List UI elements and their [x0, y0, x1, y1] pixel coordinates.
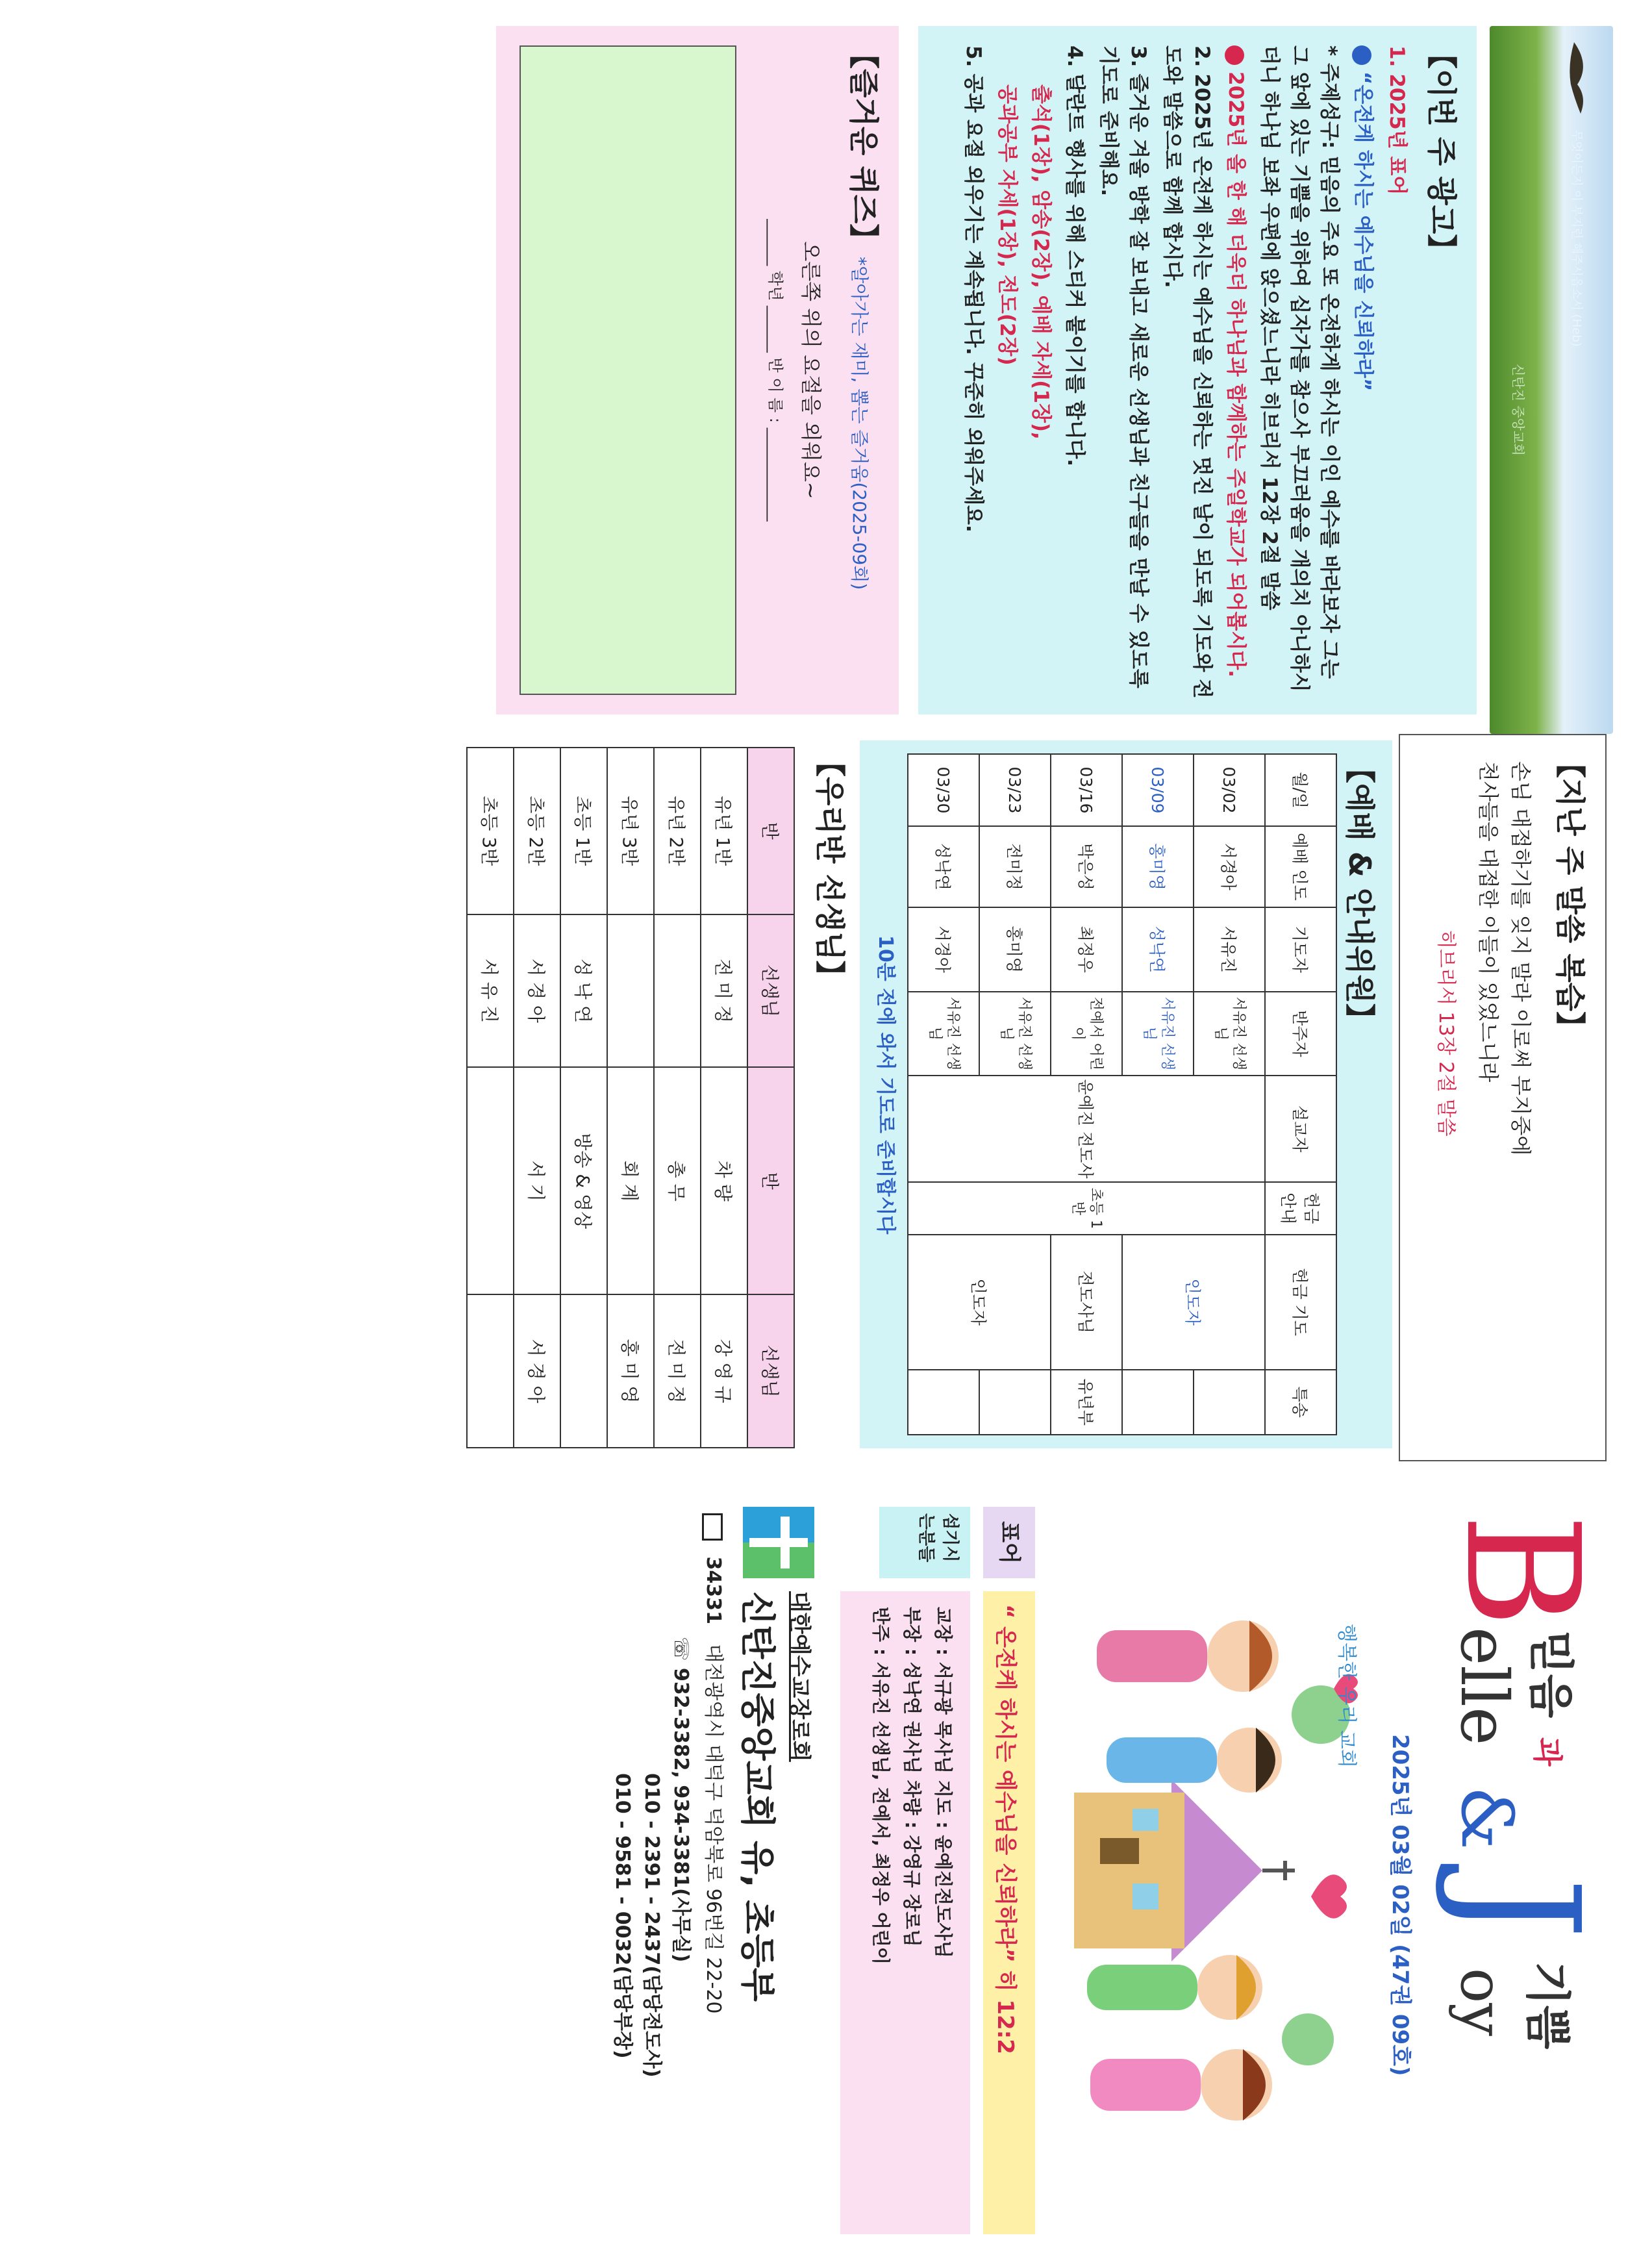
quiz-answer-box[interactable]	[519, 45, 736, 695]
preacher: 윤예진 전도사	[908, 1076, 1265, 1182]
leader: 홍미영	[1122, 826, 1194, 907]
item-text: 출석(1장), 암송(2장), 예배 자세(1장),	[1029, 84, 1053, 440]
teachers-table	[466, 747, 795, 1448]
col-date: 월/일	[1265, 754, 1336, 826]
class: 유년 1반	[701, 748, 747, 914]
logo-kr-2: 과	[1530, 1737, 1565, 1767]
address-line	[701, 1513, 730, 2014]
teacher	[654, 914, 701, 1068]
announcement-item	[1382, 45, 1412, 701]
special-1	[1194, 1370, 1265, 1435]
special-5	[908, 1370, 979, 1435]
announcement-item	[1094, 45, 1153, 701]
motto-text: “ 온전케 하시는 예수님을 신뢰하라” 히 12:2	[992, 1604, 1018, 2054]
teacher	[560, 1294, 607, 1448]
table-row	[467, 748, 514, 1448]
announcement-item	[1348, 45, 1378, 701]
announcement-item	[958, 45, 988, 701]
servers-box	[840, 1591, 970, 2234]
item-number: 1.	[1385, 45, 1408, 68]
logo-kr-1: 믿음	[1524, 1630, 1577, 1719]
announcements-title: 【이번 주 광고】	[1424, 39, 1459, 264]
server-line: 부장 : 성낙연 권사님 차량 : 강영규 장로님	[901, 1607, 923, 1947]
pianist: 서유진 선생님	[908, 992, 979, 1076]
church-sign-text: 행복한 우리 교회	[1335, 1624, 1358, 1768]
class: 유년 2반	[654, 748, 701, 914]
prayer: 서경아	[908, 907, 979, 992]
banner-image	[1490, 26, 1613, 734]
schedule-panel	[860, 740, 1392, 1448]
teacher: 전 미 정	[701, 914, 747, 1068]
announcement-item	[992, 45, 1022, 701]
logo-title	[1431, 1513, 1613, 2241]
leader: 박은성	[1051, 826, 1122, 907]
item-text: “온전케 하시는 예수님을 신뢰하라”	[1351, 71, 1375, 392]
quiz-title: 【즐거운 퀴즈】	[846, 39, 881, 254]
role	[467, 1067, 514, 1294]
item-text: 달란트 행사를 위해 스티커 붙이기를 합니다.	[1063, 73, 1086, 467]
motto-label	[983, 1507, 1035, 1578]
motto-label-text: 표어	[996, 1521, 1022, 1564]
denomination-logo-icon	[743, 1507, 814, 1578]
item-number: 2.	[1190, 45, 1214, 68]
leader: 서경아	[1194, 826, 1265, 907]
bullet-icon	[1353, 45, 1372, 65]
prayer: 서유진	[1194, 907, 1265, 992]
table-row	[514, 748, 560, 1448]
server-line: 교장 : 서규광 목사님 지도 : 윤예진전도사님	[932, 1607, 954, 1958]
mail-icon	[703, 1513, 723, 1541]
server-line: 반주 : 서유진 선생님, 전예서, 최정우 어린이	[870, 1607, 892, 1965]
schedule-row	[1194, 754, 1265, 1435]
banner-sub: 신탄진 중앙교회	[1510, 364, 1526, 456]
class: 초등 1반	[560, 748, 607, 914]
col-class: 반	[747, 748, 794, 914]
quiz-panel	[496, 26, 899, 714]
col-preacher: 설교자	[1265, 1076, 1336, 1182]
date: 03/30	[908, 754, 979, 826]
col-class-2: 반	[747, 1067, 794, 1294]
announcement-item	[1157, 45, 1217, 701]
offering-prayer-2: 전도사님	[1051, 1235, 1122, 1370]
role: 차 량	[701, 1067, 747, 1294]
teacher: 홍 미 영	[607, 1294, 654, 1448]
role: 방송 & 영상	[560, 1067, 607, 1294]
col-offering-prayer: 헌금 기도	[1265, 1235, 1336, 1370]
schedule-table	[907, 753, 1337, 1435]
logo-kr-3: 기쁨	[1521, 1961, 1574, 2050]
logo-amp: &	[1446, 1786, 1529, 1850]
date: 03/23	[979, 754, 1051, 826]
special-2	[1122, 1370, 1194, 1435]
quiz-subtitle: *알아가는 재미, 뽑는 즐거움(2025-09회)	[849, 257, 870, 590]
teacher: 강 영 규	[701, 1294, 747, 1448]
table-row	[560, 748, 607, 1448]
teacher: 서 유 진	[467, 914, 514, 1068]
class: 초등 3반	[467, 748, 514, 914]
denomination: 대한예수교장로회	[786, 1591, 812, 1762]
announcements-panel	[918, 26, 1477, 714]
item-text: 2025년 온전케 하시는 예수님을 신뢰하는 멋진 날이 되도록 기도와 전도와 말씀으로 함께 합시다.	[1160, 45, 1214, 699]
logo-oy: oy	[1447, 1968, 1516, 2037]
col-pianist: 반주자	[1265, 992, 1336, 1076]
col-leader: 예배 인도	[1265, 826, 1336, 907]
teachers-title: 【우리반 선생님】	[812, 747, 847, 990]
phone-2: 010 - 2391 - 2437(담당전도사)	[640, 1773, 663, 2078]
announcement-item	[1255, 45, 1344, 701]
quiz-prompt: 오른쪽 위의 요절을 외워요~	[799, 241, 823, 499]
col-offering-guide: 헌금 안내	[1265, 1182, 1336, 1235]
item-text: * 주제성구: 믿음의 주요 또 온전하게 하시는 이인 예수를 바라보자 그는 그 앞에 있는 기쁨을 위하여 십자가를 참으사 부끄러움을 개의치 아니하시더니 하나님 보좌 우편에 앉으셨느니라 히브리서 12장 2절 말씀	[1258, 45, 1341, 692]
item-text: 즐거운 겨울 방학 잘 보내고 새로운 선생님과 친구들을 만날 수 있도록 기도로 준비해요.	[1097, 45, 1150, 688]
church-name: 신탄진중앙교회 유, 초등부	[737, 1591, 778, 2002]
phone-3: 010 - 9581 - 0032(담당부장)	[611, 1773, 634, 2059]
role: 회 계	[607, 1067, 654, 1294]
announcement-item	[1060, 45, 1090, 701]
item-number: 5.	[962, 45, 985, 68]
pianist: 전예서 어린이	[1051, 992, 1122, 1076]
table-row	[607, 748, 654, 1448]
col-special: 특송	[1265, 1370, 1336, 1435]
phone-icon: ☏	[670, 1637, 692, 1661]
item-number: 4.	[1063, 45, 1086, 68]
phone-line-1	[669, 1637, 697, 1962]
teacher: 서 경 아	[514, 914, 560, 1068]
motto-bar	[983, 1591, 1035, 2234]
issue-date: 2025년 03월 02일 (47권 09호)	[1387, 1734, 1413, 2076]
kids-church-illustration	[1042, 1585, 1379, 2156]
recap-title: 【지난 주 말씀 복습】	[1553, 748, 1588, 1042]
col-prayer: 기도자	[1265, 907, 1336, 992]
phone-1: 932-3382, 934-3381(사무실)	[670, 1667, 692, 1963]
teacher	[467, 1294, 514, 1448]
col-teacher-2: 선생님	[747, 1294, 794, 1448]
role: 총 무	[654, 1067, 701, 1294]
teacher: 서 경 아	[514, 1294, 560, 1448]
date: 03/09	[1122, 754, 1194, 826]
pianist: 서유진 선생님	[1122, 992, 1194, 1076]
logo-j: J	[1431, 1877, 1613, 1940]
item-text: 공과공부 자세(1장), 전도(2장)	[995, 84, 1019, 366]
address: 대전광역시 대덕구 덕암북로 96번길 22-20	[702, 1644, 725, 2014]
date: 03/16	[1051, 754, 1122, 826]
announcements-list	[955, 45, 1412, 701]
recap-line-1: 손님 대접하기를 잊지 말라 이로써 부지중에	[1508, 761, 1533, 1156]
servers-label	[879, 1507, 970, 1578]
bullet-icon	[1225, 45, 1245, 65]
leader: 전미정	[979, 826, 1051, 907]
servers-label-text: 섬기시는분들	[916, 1513, 960, 1563]
cover-panel	[0, 1487, 1652, 2255]
col-teacher: 선생님	[747, 914, 794, 1068]
offering-guide: 초등 1 반	[908, 1182, 1265, 1235]
postal-code: 34331	[702, 1556, 725, 1624]
banner-caption: 무엇이든지 이 부지런 해주시옵소서 (Heb)	[1570, 130, 1583, 347]
leader: 성낙연	[908, 826, 979, 907]
quiz-name-line: ______ 학년 ______ 반 이 름 : ____________	[766, 219, 784, 522]
pianist: 서유진 선생님	[1194, 992, 1265, 1076]
table-row	[701, 748, 747, 1448]
recap-line-2: 천사들을 대접한 이들이 있었느니라	[1476, 761, 1501, 1083]
teacher: 전 미 정	[654, 1294, 701, 1448]
logo-elle: elle	[1446, 1627, 1522, 1746]
prayer: 성낙연	[1122, 907, 1194, 992]
recap-panel	[1399, 734, 1607, 1461]
date: 03/02	[1194, 754, 1265, 826]
item-number: 3.	[1127, 45, 1150, 68]
offering-prayer-3: 인도자	[908, 1235, 1051, 1370]
quiz-header	[844, 39, 887, 590]
class: 유년 3반	[607, 748, 654, 914]
prayer: 홍미영	[979, 907, 1051, 992]
teacher	[607, 914, 654, 1068]
schedule-title: 【예배 & 안내위원】	[1342, 753, 1377, 1033]
table-row	[654, 748, 701, 1448]
logo-b: B	[1431, 1513, 1613, 1628]
role: 서 기	[514, 1067, 560, 1294]
offering-prayer-1: 인도자	[1122, 1235, 1265, 1370]
item-text: 공과 요절 외우기는 계속됩니다. 꾸준히 외워주세요.	[962, 73, 985, 533]
special: 유년부	[1051, 1370, 1122, 1435]
item-text: 2025년 표어	[1385, 73, 1408, 195]
announcement-item	[1026, 45, 1056, 701]
announcement-item	[1221, 45, 1251, 701]
class: 초등 2반	[514, 748, 560, 914]
bird-icon	[1561, 39, 1594, 117]
schedule-footer: 10분 전에 와서 기도로 준비합시다	[874, 935, 897, 1235]
item-text: 2025년 올 한 해 더욱더 하나님과 함께하는 주일학교가 되어봅시다.	[1224, 71, 1247, 678]
teacher: 성 낙 연	[560, 914, 607, 1068]
pianist: 서유진 선생님	[979, 992, 1051, 1076]
prayer: 최정우	[1051, 907, 1122, 992]
recap-ref: 히브리서 13장 2절 말씀	[1434, 930, 1457, 1137]
church-icon	[1074, 1780, 1295, 1961]
special-4	[979, 1370, 1051, 1435]
